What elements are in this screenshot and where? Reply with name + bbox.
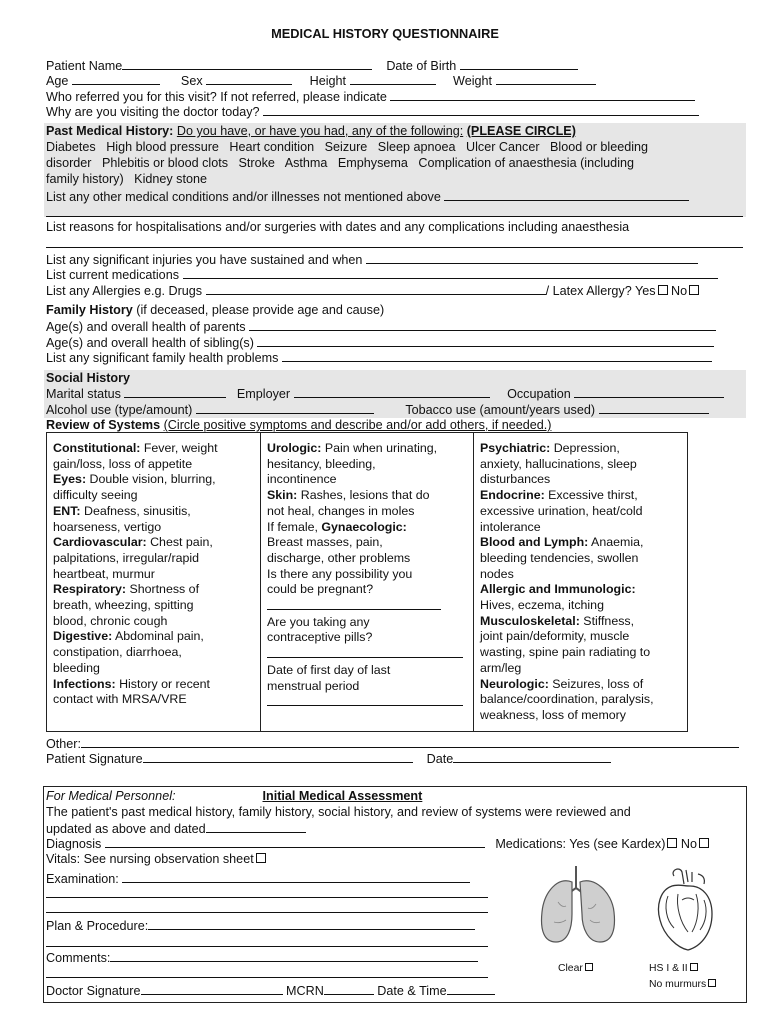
vitals-row xyxy=(46,852,266,868)
age-label: Age xyxy=(46,74,69,88)
review-symptoms-text[interactable]: wasting, spine pain radiating to xyxy=(480,645,651,660)
review-symptoms-text[interactable]: breath, wheezing, spitting xyxy=(53,598,194,613)
review-col3-line xyxy=(480,692,681,708)
age-field[interactable] xyxy=(72,73,160,85)
heart-sounds-label: HS I & II xyxy=(649,963,688,974)
review-col3-line xyxy=(480,614,681,630)
review-symptoms-text[interactable]: nodes xyxy=(480,566,514,581)
conditions-line-2[interactable]: disorder Phlebitis or blood clots Stroke Asthma Emphysema Complication of anaesthesia (including xyxy=(46,156,634,170)
alcohol-row xyxy=(46,402,709,419)
review-symptoms-text[interactable]: intolerance xyxy=(480,519,541,534)
medications-row xyxy=(46,267,718,284)
plan-field-2[interactable] xyxy=(46,935,488,947)
review-col3-line xyxy=(480,535,681,551)
review-col2-line xyxy=(267,598,467,615)
review-col2-line xyxy=(267,488,467,504)
review-symptoms-text[interactable]: Deafness, sinusitis, xyxy=(80,503,191,518)
review-symptoms-text[interactable]: Shortness of xyxy=(126,582,200,597)
review-system-heading: Psychiatric: xyxy=(480,441,551,455)
plan-label: Plan & Procedure: xyxy=(46,919,149,933)
marital-field[interactable] xyxy=(124,386,226,398)
kardex-yes-checkbox[interactable] xyxy=(667,838,677,848)
family-history-heading-row xyxy=(46,303,384,319)
review-col3-line xyxy=(480,598,681,614)
review-symptoms-text[interactable]: Fever, weight xyxy=(140,441,218,455)
review-col2-line xyxy=(267,535,467,551)
no-murmurs-label: No murmurs xyxy=(649,979,707,990)
review-col2-line xyxy=(267,567,467,583)
examination-field-2[interactable] xyxy=(46,886,488,898)
marital-row xyxy=(46,386,724,403)
review-col1-line xyxy=(53,504,254,520)
examination-field-3[interactable] xyxy=(46,901,488,913)
latex-no-checkbox[interactable] xyxy=(689,285,699,295)
other-conditions-row xyxy=(46,189,689,206)
review-symptoms-text[interactable]: anxiety, hallucinations, sleep xyxy=(480,456,637,471)
vitals-checkbox[interactable] xyxy=(256,853,266,863)
review-symptoms-text[interactable]: contact with MRSA/VRE xyxy=(53,692,187,707)
review-col3-line xyxy=(480,488,681,504)
family-history-instruction: (if deceased, please provide age and cause) xyxy=(136,303,385,317)
parents-row xyxy=(46,319,716,336)
review-col1-line xyxy=(53,629,254,645)
review-col2-line xyxy=(267,582,467,598)
height-field[interactable] xyxy=(350,73,436,85)
heart-icon[interactable] xyxy=(652,866,718,954)
visit-reason-row xyxy=(46,104,699,121)
review-symptoms-text[interactable]: bleeding tendencies, swollen xyxy=(480,550,639,565)
review-col1-line xyxy=(53,551,254,567)
review-col1-line xyxy=(53,567,254,583)
age-row xyxy=(46,73,596,90)
review-system-heading: Gynaecologic: xyxy=(321,519,407,534)
review-symptoms-text[interactable]: joint pain/deformity, muscle xyxy=(480,629,630,644)
review-system-heading: Constitutional: xyxy=(53,441,141,455)
family-history-heading: Family History xyxy=(46,303,133,317)
review-symptoms-text[interactable]: History or recent xyxy=(115,676,210,691)
referred-label: Who referred you for this visit? If not referred, please indicate xyxy=(46,90,387,104)
review-col3-line xyxy=(480,441,681,457)
patient-date-label: Date xyxy=(426,752,454,766)
dated-field[interactable] xyxy=(206,821,306,833)
review-statement-1: The patient's past medical history, family history, social history, and review of systems were reviewed and xyxy=(46,805,631,819)
tobacco-label: Tobacco use (amount/years used) xyxy=(405,403,596,417)
review-system-heading: Allergic and Immunologic: xyxy=(480,582,636,597)
review-symptoms-text[interactable]: incontinence xyxy=(267,472,337,487)
lungs-clear-checkbox[interactable] xyxy=(585,963,593,971)
marital-label: Marital status xyxy=(46,387,121,401)
allergies-label: List any Allergies e.g. Drugs xyxy=(46,284,203,298)
review-symptoms-text[interactable]: Stiffness, xyxy=(579,613,635,628)
kardex-label: Medications: Yes (see Kardex) xyxy=(495,837,666,851)
review-symptoms-text[interactable]: Abdominal pain, xyxy=(112,629,204,644)
other-conditions-label: List any other medical conditions and/or illnesses not mentioned above xyxy=(46,190,441,204)
patient-signature-field[interactable] xyxy=(143,751,413,763)
review-col3-line xyxy=(480,457,681,473)
kardex-no-checkbox[interactable] xyxy=(699,838,709,848)
family-problems-label: List any significant family health problems xyxy=(46,351,279,365)
review-symptoms-text[interactable]: arm/leg xyxy=(480,660,522,675)
review-symptoms-text[interactable]: Excessive thirst, xyxy=(544,488,638,503)
form-title: MEDICAL HISTORY QUESTIONNAIRE xyxy=(271,26,499,41)
doctor-signature-field[interactable] xyxy=(141,983,283,995)
review-instruction: (Circle positive symptoms and describe and/or add others, if needed.) xyxy=(163,418,552,432)
heart-sounds-row xyxy=(649,961,698,977)
lungs-icon[interactable] xyxy=(536,862,622,948)
occupation-label: Occupation xyxy=(507,387,571,401)
examination-label: Examination: xyxy=(46,872,119,886)
other-label: Other: xyxy=(46,737,81,751)
review-heading: Review of Systems xyxy=(46,418,161,432)
review-col1-line xyxy=(53,677,254,693)
hospitalisations-label: List reasons for hospitalisations and/or surgeries with dates and any complications including anaesthesia xyxy=(46,220,630,234)
allergies-row xyxy=(46,283,699,300)
review-col3-line xyxy=(480,582,681,598)
review-symptoms-text[interactable]: hoarseness, vertigo xyxy=(53,519,162,534)
injuries-field[interactable] xyxy=(366,252,698,264)
review-col2-line xyxy=(267,663,467,679)
alcohol-field[interactable] xyxy=(196,402,374,414)
examination-field[interactable] xyxy=(122,871,470,883)
review-answer-field[interactable] xyxy=(267,694,463,706)
employer-field[interactable] xyxy=(294,386,490,398)
review-of-systems-table xyxy=(46,432,688,732)
comments-field-2[interactable] xyxy=(46,966,488,978)
other-conditions-field[interactable] xyxy=(444,189,689,201)
employer-label: Employer xyxy=(236,387,291,401)
conditions-line-3[interactable]: family history) Kidney stone xyxy=(46,172,207,186)
review-col2-line xyxy=(267,615,467,631)
date-time-field[interactable] xyxy=(447,983,495,995)
dob-label: Date of Birth xyxy=(386,59,457,73)
no-murmurs-row xyxy=(649,977,716,993)
visit-reason-field[interactable] xyxy=(263,104,699,116)
heart-sounds-checkbox[interactable] xyxy=(690,963,698,971)
review-system-heading: Cardiovascular: xyxy=(53,535,147,550)
review-col2-line xyxy=(267,441,467,457)
review-column-3 xyxy=(473,433,687,731)
patient-signature-label: Patient Signature xyxy=(46,752,143,766)
review-col1-line xyxy=(53,582,254,598)
medications-field[interactable] xyxy=(183,267,718,279)
weight-field[interactable] xyxy=(496,73,596,85)
review-col2-line xyxy=(267,457,467,473)
visit-reason-label: Why are you visiting the doctor today? xyxy=(46,105,260,119)
comments-row xyxy=(46,950,478,967)
past-history-heading: Past Medical History: xyxy=(46,124,174,138)
weight-label: Weight xyxy=(453,74,492,88)
doctor-signature-label: Doctor Signature xyxy=(46,984,141,998)
review-col2-line xyxy=(267,472,467,488)
review-symptoms-text[interactable]: bleeding xyxy=(53,660,100,675)
review-system-heading: Infections: xyxy=(53,676,116,691)
review-col3-line xyxy=(480,708,681,724)
latex-allergy-label: / Latex Allergy? Yes xyxy=(545,284,656,298)
review-col3-line xyxy=(480,645,681,661)
review-system-heading: Neurologic: xyxy=(480,676,549,691)
assessment-heading: Initial Medical Assessment xyxy=(262,789,423,803)
review-symptoms-text[interactable]: disturbances xyxy=(480,472,551,487)
alcohol-label: Alcohol use (type/amount) xyxy=(46,403,193,417)
lungs-clear-label: Clear xyxy=(558,963,583,974)
review-symptoms-text[interactable]: excessive urination, heat/cold xyxy=(480,503,643,518)
parents-label: Age(s) and overall health of parents xyxy=(46,320,246,334)
diagnosis-row xyxy=(46,836,709,853)
review-symptoms-text[interactable]: menstrual period xyxy=(267,678,360,693)
review-system-heading: Blood and Lymph: xyxy=(480,535,589,550)
tobacco-field[interactable] xyxy=(599,402,709,414)
mcrn-field[interactable] xyxy=(324,983,374,995)
review-col1-line xyxy=(53,441,254,457)
review-symptoms-text[interactable]: palpitations, irregular/rapid xyxy=(53,550,200,565)
review-system-heading: Urologic: xyxy=(267,441,322,455)
review-symptoms-text[interactable]: hesitancy, bleeding, xyxy=(267,456,376,471)
review-symptoms-text[interactable]: Hives, eczema, itching xyxy=(480,598,604,613)
patient-name-label: Patient Name xyxy=(46,59,123,73)
review-symptoms-text[interactable]: Breast masses, pain, xyxy=(267,535,383,550)
review-symptoms-text[interactable]: Is there any possibility you xyxy=(267,566,413,581)
please-circle-note: (PLEASE CIRCLE) xyxy=(466,124,576,138)
sex-field[interactable] xyxy=(206,73,292,85)
diagnosis-label: Diagnosis xyxy=(46,837,102,851)
personnel-heading-row xyxy=(46,789,422,805)
review-symptoms-text[interactable]: not heal, changes in moles xyxy=(267,503,415,518)
hospitalisations-field[interactable] xyxy=(46,236,743,248)
review-system-heading: Digestive: xyxy=(53,629,113,644)
review-symptoms-text[interactable]: Chest pain, xyxy=(146,535,213,550)
review-system-heading: Musculoskeletal: xyxy=(480,613,580,628)
review-col1-line xyxy=(53,645,254,661)
latex-yes-checkbox[interactable] xyxy=(658,285,668,295)
latex-no-label: No xyxy=(671,284,688,298)
review-answer-field[interactable] xyxy=(267,598,441,610)
doctor-signature-row xyxy=(46,983,495,1000)
patient-date-field[interactable] xyxy=(453,751,611,763)
review-col2-line xyxy=(267,679,467,695)
no-murmurs-checkbox[interactable] xyxy=(708,979,716,987)
height-label: Height xyxy=(309,74,347,88)
review-symptoms-text[interactable]: weakness, loss of memory xyxy=(480,707,626,722)
siblings-field[interactable] xyxy=(257,335,714,347)
parents-field[interactable] xyxy=(249,319,716,331)
review-col2-line xyxy=(267,694,467,711)
review-symptoms-text[interactable]: Double vision, blurring, xyxy=(86,472,216,487)
review-col1-line xyxy=(53,457,254,473)
review-symptoms-text[interactable]: Rashes, lesions that do xyxy=(297,488,430,503)
review-col1-line xyxy=(53,692,254,708)
comments-field[interactable] xyxy=(110,950,478,962)
review-symptoms-text[interactable]: Seizures, loss of xyxy=(548,676,644,691)
review-system-heading: Eyes: xyxy=(53,472,87,487)
past-history-instruction: Do you have, or have you had, any of the following: xyxy=(176,124,464,138)
review-answer-field[interactable] xyxy=(267,646,463,658)
review-col1-line xyxy=(53,472,254,488)
review-system-heading: Respiratory: xyxy=(53,582,126,597)
review-symptoms-text[interactable]: gain/loss, loss of appetite xyxy=(53,456,193,471)
patient-name-field[interactable] xyxy=(122,58,372,70)
review-col2-line xyxy=(267,646,467,663)
lungs-clear-row xyxy=(558,961,593,977)
vitals-label: Vitals: See nursing observation sheet xyxy=(46,852,254,866)
review-symptoms-text[interactable]: could be pregnant? xyxy=(267,582,374,597)
review-symptoms-text[interactable]: contraceptive pills? xyxy=(267,630,373,645)
allergies-field[interactable] xyxy=(206,283,546,295)
injuries-label: List any significant injuries you have sustained and when xyxy=(46,253,363,267)
review-symptoms-text[interactable]: Date of first day of last xyxy=(267,662,391,677)
review-symptoms-text[interactable]: discharge, other problems xyxy=(267,550,411,565)
family-problems-row xyxy=(46,350,712,367)
review-statement-2: updated as above and dated xyxy=(46,822,206,836)
review-column-1 xyxy=(47,433,260,731)
review-col3-line xyxy=(480,661,681,677)
sex-label: Sex xyxy=(180,74,203,88)
review-col1-line xyxy=(53,520,254,536)
patient-signature-row xyxy=(46,751,611,768)
review-symptoms-text[interactable]: Depression, xyxy=(550,441,620,455)
mcrn-label: MCRN xyxy=(286,984,324,998)
review-col3-line xyxy=(480,551,681,567)
review-col3-line xyxy=(480,677,681,693)
other-conditions-field-2[interactable] xyxy=(46,205,743,217)
review-col1-line xyxy=(53,535,254,551)
other-field[interactable] xyxy=(81,736,739,748)
review-col2-line xyxy=(267,504,467,520)
review-symptoms-text[interactable]: balance/coordination, paralysis, xyxy=(480,692,654,707)
social-history-heading-text: Social History xyxy=(46,371,130,385)
review-col3-line xyxy=(480,629,681,645)
review-system-heading: Skin: xyxy=(267,488,298,503)
review-col3-line xyxy=(480,567,681,583)
review-system-heading: Endocrine: xyxy=(480,488,545,503)
review-col1-line xyxy=(53,598,254,614)
occupation-field[interactable] xyxy=(574,386,724,398)
review-symptoms-text[interactable]: heartbeat, murmur xyxy=(53,566,155,581)
diagnosis-field[interactable] xyxy=(105,836,485,848)
plan-row xyxy=(46,918,475,935)
conditions-line-1[interactable]: Diabetes High blood pressure Heart condition Seizure Sleep apnoea Ulcer Cancer Blood or bleeding xyxy=(46,140,649,154)
date-time-label: Date & Time xyxy=(377,984,447,998)
review-col2-line xyxy=(267,630,467,646)
review-system-heading: ENT: xyxy=(53,503,81,518)
review-symptoms-text[interactable]: Pain when urinating, xyxy=(321,441,438,455)
comments-label: Comments: xyxy=(46,951,111,965)
review-symptoms-text[interactable]: difficulty seeing xyxy=(53,488,138,503)
review-col2-line xyxy=(267,551,467,567)
plan-field[interactable] xyxy=(148,918,475,930)
review-col3-line xyxy=(480,472,681,488)
review-col1-line xyxy=(53,661,254,677)
review-symptoms-text[interactable]: blood, chronic cough xyxy=(53,613,168,628)
review-symptoms-text[interactable]: Anaemia, xyxy=(588,535,644,550)
referred-field[interactable] xyxy=(390,89,695,101)
review-col1-line xyxy=(53,614,254,630)
review-column-2 xyxy=(260,433,473,731)
family-problems-field[interactable] xyxy=(282,350,712,362)
review-symptoms-text[interactable]: constipation, diarrhoea, xyxy=(53,645,182,660)
review-col1-line xyxy=(53,488,254,504)
review-col3-line xyxy=(480,520,681,536)
medications-label: List current medications xyxy=(46,268,179,282)
review-symptoms-text[interactable]: If female, xyxy=(267,519,322,534)
social-history-heading xyxy=(46,371,130,387)
kardex-no-label: No xyxy=(680,837,698,851)
siblings-label: Age(s) and overall health of sibling(s) xyxy=(46,336,254,350)
past-history-heading-row xyxy=(46,124,576,140)
review-col2-line xyxy=(267,520,467,536)
review-symptoms-text[interactable]: Are you taking any xyxy=(267,614,370,629)
dob-field[interactable] xyxy=(460,58,578,70)
for-personnel-label: For Medical Personnel: xyxy=(46,789,176,803)
review-col3-line xyxy=(480,504,681,520)
